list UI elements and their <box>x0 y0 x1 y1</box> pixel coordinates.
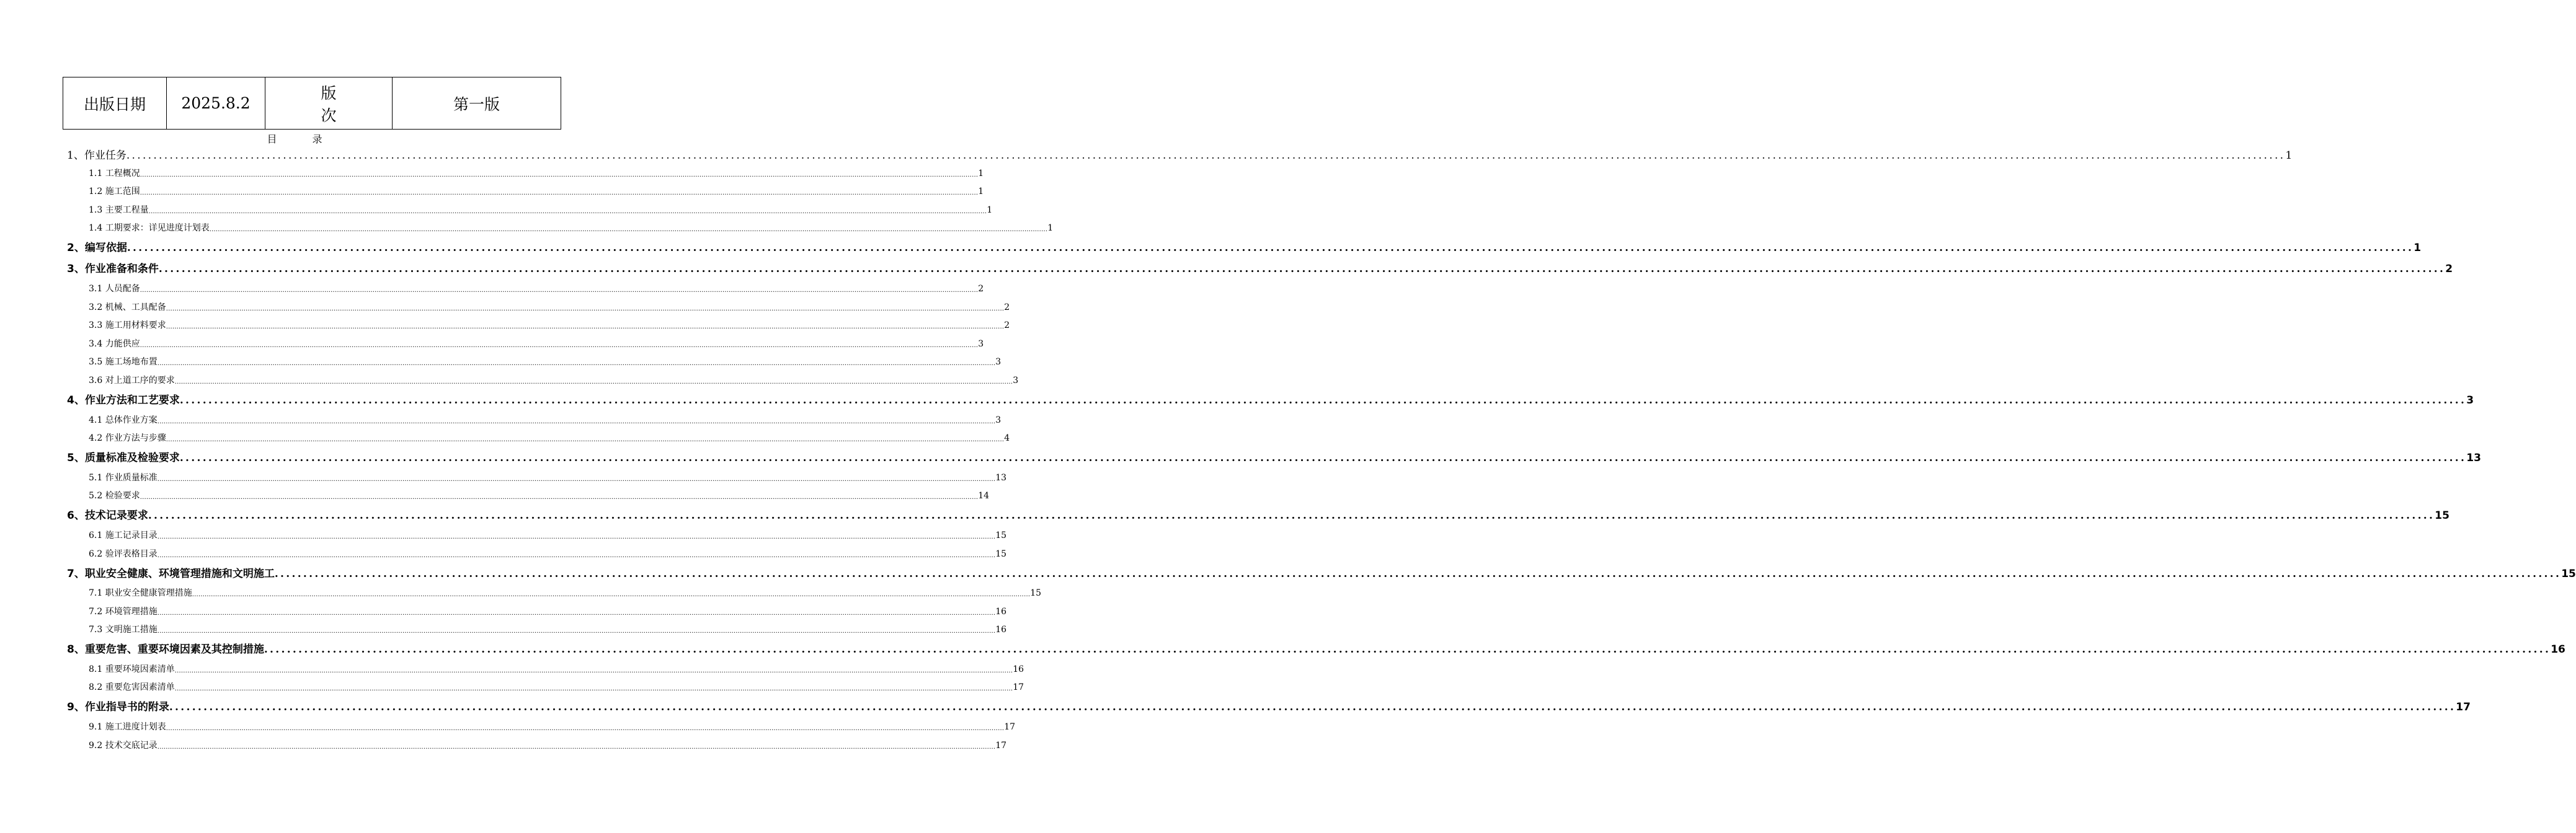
toc-entry-title: 9.2 技术交底记录 <box>89 740 158 751</box>
toc-chapter-entry[interactable] <box>67 447 2481 468</box>
toc-dot-leader: ................................................................................................................................................................................................................................................................................................................................................................................................................ <box>174 378 1013 386</box>
toc-dot-leader: ................................................................................................................................................................................................................................................................................................................................................................................................................ <box>140 171 979 178</box>
toc-chapter-entry[interactable] <box>67 563 2576 584</box>
toc-entry-title: 1.2 施工范围 <box>89 187 140 197</box>
toc-entry-page-number: 2 <box>978 283 984 294</box>
toc-entry-title: 8.2 重要危害因素清单 <box>89 682 175 693</box>
toc-entry-page-number: 3 <box>995 357 1002 368</box>
toc-entry-page-number: 15 <box>2435 509 2449 522</box>
toc-section-entry[interactable] <box>67 584 1042 602</box>
toc-dot-leader: ................................................................................................................................................................................................................................................................................................................................................................................................................ <box>140 342 979 349</box>
toc-dot-leader: ................................................................................................................................................................................................................................................................................................................................................................................................................ <box>126 149 2286 162</box>
toc-dot-leader: ................................................................................................................................................................................................................................................................................................................................................................................................................ <box>166 305 1005 312</box>
toc-section-entry[interactable] <box>67 468 1007 487</box>
toc-section-entry[interactable] <box>67 219 1054 237</box>
toc-chapter-entry[interactable] <box>67 145 2293 164</box>
toc-entry-page-number: 1 <box>2414 242 2422 255</box>
toc-dot-leader: ................................................................................................................................................................................................................................................................................................................................................................................................................ <box>140 494 979 501</box>
toc-dot-leader: ................................................................................................................................................................................................................................................................................................................................................................................................................ <box>157 418 996 425</box>
toc-entry-title: 6、技术记录要求 <box>67 509 148 522</box>
toc-entry-page-number: 15 <box>995 530 1007 540</box>
toc-section-entry[interactable] <box>67 678 1024 697</box>
toc-dot-leader: ................................................................................................................................................................................................................................................................................................................................................................................................................ <box>166 324 1005 331</box>
toc-dot-leader: ................................................................................................................................................................................................................................................................................................................................................................................................................ <box>157 360 996 368</box>
toc-dot-leader: ................................................................................................................................................................................................................................................................................................................................................................................................................ <box>140 190 979 197</box>
toc-entry-title: 1.4 工期要求：详见进度计划表 <box>89 223 210 234</box>
toc-entry-title: 5、质量标准及检验要求 <box>67 452 180 465</box>
toc-section-entry[interactable] <box>67 487 990 505</box>
toc-entry-page-number: 3 <box>995 415 1002 425</box>
toc-section-entry[interactable] <box>67 164 984 182</box>
toc-dot-leader: ................................................................................................................................................................................................................................................................................................................................................................................................................ <box>158 263 2446 276</box>
toc-entry-page-number: 1 <box>2285 149 2293 162</box>
toc-entry-title: 5.1 作业质量标准 <box>89 472 158 483</box>
toc-dot-leader: ................................................................................................................................................................................................................................................................................................................................................................................................................ <box>174 667 1013 674</box>
toc-entry-page-number: 1 <box>987 205 993 215</box>
toc-entry-page-number: 16 <box>995 606 1007 617</box>
toc-entry-page-number: 2 <box>1004 302 1010 312</box>
toc-dot-leader: ................................................................................................................................................................................................................................................................................................................................................................................................................ <box>140 286 979 294</box>
toc-entry-title: 1.3 主要工程量 <box>89 205 149 215</box>
toc-dot-leader: ................................................................................................................................................................................................................................................................................................................................................................................................................ <box>179 394 2467 407</box>
toc-entry-page-number: 16 <box>2551 643 2565 656</box>
toc-dot-leader: ................................................................................................................................................................................................................................................................................................................................................................................................................ <box>169 701 2456 714</box>
toc-section-entry[interactable] <box>67 279 984 298</box>
toc-section-entry[interactable] <box>67 316 1010 335</box>
publication-info-table <box>63 77 561 130</box>
toc-entry-title: 3、作业准备和条件 <box>67 263 159 276</box>
toc-entry-title: 3.1 人员配备 <box>89 283 140 294</box>
toc-entry-page-number: 4 <box>1004 433 1010 444</box>
toc-entry-title: 6.2 验评表格目录 <box>89 549 158 559</box>
toc-entry-page-number: 2 <box>1004 320 1010 331</box>
toc-dot-leader: ................................................................................................................................................................................................................................................................................................................................................................................................................ <box>174 685 1013 693</box>
toc-section-entry[interactable] <box>67 736 1007 754</box>
toc-entry-page-number: 16 <box>995 625 1007 635</box>
toc-chapter-entry[interactable] <box>67 237 2422 258</box>
toc-section-entry[interactable] <box>67 353 1002 371</box>
toc-dot-leader: ................................................................................................................................................................................................................................................................................................................................................................................................................ <box>157 475 996 483</box>
toc-section-entry[interactable] <box>67 717 1016 736</box>
toc-entry-page-number: 15 <box>2561 567 2576 580</box>
edition-label: 版 次 <box>265 77 393 130</box>
toc-dot-leader: ................................................................................................................................................................................................................................................................................................................................................................................................................ <box>166 725 1005 733</box>
toc-entry-title: 1、作业任务 <box>67 149 127 162</box>
toc-dot-leader: ................................................................................................................................................................................................................................................................................................................................................................................................................ <box>148 208 987 215</box>
toc-dot-leader: ................................................................................................................................................................................................................................................................................................................................................................................................................ <box>209 226 1048 234</box>
toc-chapter-entry[interactable] <box>67 505 2449 526</box>
toc-section-entry[interactable] <box>67 334 984 353</box>
toc-entry-page-number: 1 <box>978 168 984 178</box>
toc-section-entry[interactable] <box>67 371 1019 389</box>
toc-dot-leader: ................................................................................................................................................................................................................................................................................................................................................................................................................ <box>192 591 1031 599</box>
toc-dot-leader: ................................................................................................................................................................................................................................................................................................................................................................................................................ <box>157 743 996 751</box>
toc-entry-page-number: 14 <box>978 491 990 501</box>
toc-section-entry[interactable] <box>67 659 1024 678</box>
toc-entry-page-number: 15 <box>995 549 1007 559</box>
toc-dot-leader: ................................................................................................................................................................................................................................................................................................................................................................................................................ <box>127 242 2414 255</box>
toc-section-entry[interactable] <box>67 544 1007 563</box>
toc-section-entry[interactable] <box>67 602 1007 620</box>
toc-entry-page-number: 1 <box>978 187 984 197</box>
toc-dot-leader: ................................................................................................................................................................................................................................................................................................................................................................................................................ <box>274 567 2562 580</box>
toc-section-entry[interactable] <box>67 620 1007 639</box>
toc-chapter-entry[interactable] <box>67 638 2565 659</box>
toc-entry-title: 8.1 重要环境因素清单 <box>89 664 175 674</box>
toc-dot-leader: ................................................................................................................................................................................................................................................................................................................................................................................................................ <box>166 436 1005 444</box>
toc-entry-title: 7.2 环境管理措施 <box>89 606 158 617</box>
toc-entry-page-number: 2 <box>2445 263 2453 276</box>
toc-entry-page-number: 13 <box>2466 452 2481 465</box>
toc-entry-page-number: 17 <box>2456 701 2471 714</box>
toc-entry-title: 3.6 对上道工序的要求 <box>89 375 175 386</box>
toc-section-entry[interactable] <box>67 429 1010 447</box>
toc-entry-title: 4、作业方法和工艺要求 <box>67 394 180 407</box>
toc-entry-title: 1.1 工程概况 <box>89 168 140 178</box>
toc-entry-page-number: 16 <box>1013 664 1024 674</box>
toc-entry-page-number: 17 <box>995 740 1007 751</box>
toc-dot-leader: ................................................................................................................................................................................................................................................................................................................................................................................................................ <box>148 509 2435 522</box>
toc-entry-title: 4.1 总体作业方案 <box>89 415 158 425</box>
edition-value: 第一版 <box>393 77 561 130</box>
toc-entry-page-number: 3 <box>2466 394 2474 407</box>
toc-chapter-entry[interactable] <box>67 258 2453 279</box>
toc-dot-leader: ................................................................................................................................................................................................................................................................................................................................................................................................................ <box>179 452 2467 465</box>
publish-date-value: 2025.8.2 <box>167 77 265 130</box>
toc-entry-title: 4.2 作业方法与步骤 <box>89 433 166 444</box>
toc-entry-title: 9、作业指导书的附录 <box>67 701 169 714</box>
toc-entry-title: 8、重要危害、重要环境因素及其控制措施 <box>67 643 264 656</box>
toc-entry-page-number: 3 <box>978 338 984 349</box>
toc-section-entry[interactable] <box>67 410 1002 429</box>
toc-entry-title: 3.4 力能供应 <box>89 338 140 349</box>
toc-entry-title: 7、职业安全健康、环境管理措施和文明施工 <box>67 567 275 580</box>
toc-entry-title: 7.3 文明施工措施 <box>89 625 158 635</box>
toc-entry-page-number: 1 <box>1047 223 1054 234</box>
table-of-contents <box>67 145 2576 754</box>
toc-entry-title: 9.1 施工进度计划表 <box>89 722 166 733</box>
publish-date-label: 出版日期 <box>63 77 167 130</box>
toc-dot-leader: ................................................................................................................................................................................................................................................................................................................................................................................................................ <box>157 552 996 559</box>
toc-entry-title: 5.2 检验要求 <box>89 491 140 501</box>
toc-entry-title: 6.1 施工记录目录 <box>89 530 158 540</box>
toc-entry-page-number: 17 <box>1004 722 1016 733</box>
toc-entry-page-number: 13 <box>995 472 1007 483</box>
toc-entry-page-number: 17 <box>1013 682 1024 693</box>
toc-entry-title: 7.1 职业安全健康管理措施 <box>89 588 192 599</box>
toc-dot-leader: ................................................................................................................................................................................................................................................................................................................................................................................................................ <box>157 609 996 617</box>
toc-entry-title: 2、编写依据 <box>67 242 127 255</box>
toc-dot-leader: ................................................................................................................................................................................................................................................................................................................................................................................................................ <box>264 643 2551 656</box>
toc-chapter-entry[interactable] <box>67 696 2471 717</box>
toc-entry-page-number: 3 <box>1013 375 1019 386</box>
toc-dot-leader: ................................................................................................................................................................................................................................................................................................................................................................................................................ <box>157 533 996 540</box>
toc-section-entry[interactable] <box>67 182 984 201</box>
toc-section-entry[interactable] <box>67 526 1007 544</box>
toc-title: 目 录 <box>267 133 339 145</box>
toc-chapter-entry[interactable] <box>67 389 2474 410</box>
toc-section-entry[interactable] <box>67 200 993 219</box>
toc-entry-page-number: 15 <box>1030 588 1042 599</box>
toc-section-entry[interactable] <box>67 298 1010 316</box>
toc-entry-title: 3.2 机械、工具配备 <box>89 302 166 312</box>
toc-entry-title: 3.5 施工场地布置 <box>89 357 158 368</box>
toc-entry-title: 3.3 施工用材料要求 <box>89 320 166 331</box>
publication-info-row <box>63 77 561 130</box>
toc-dot-leader: ................................................................................................................................................................................................................................................................................................................................................................................................................ <box>157 628 996 635</box>
